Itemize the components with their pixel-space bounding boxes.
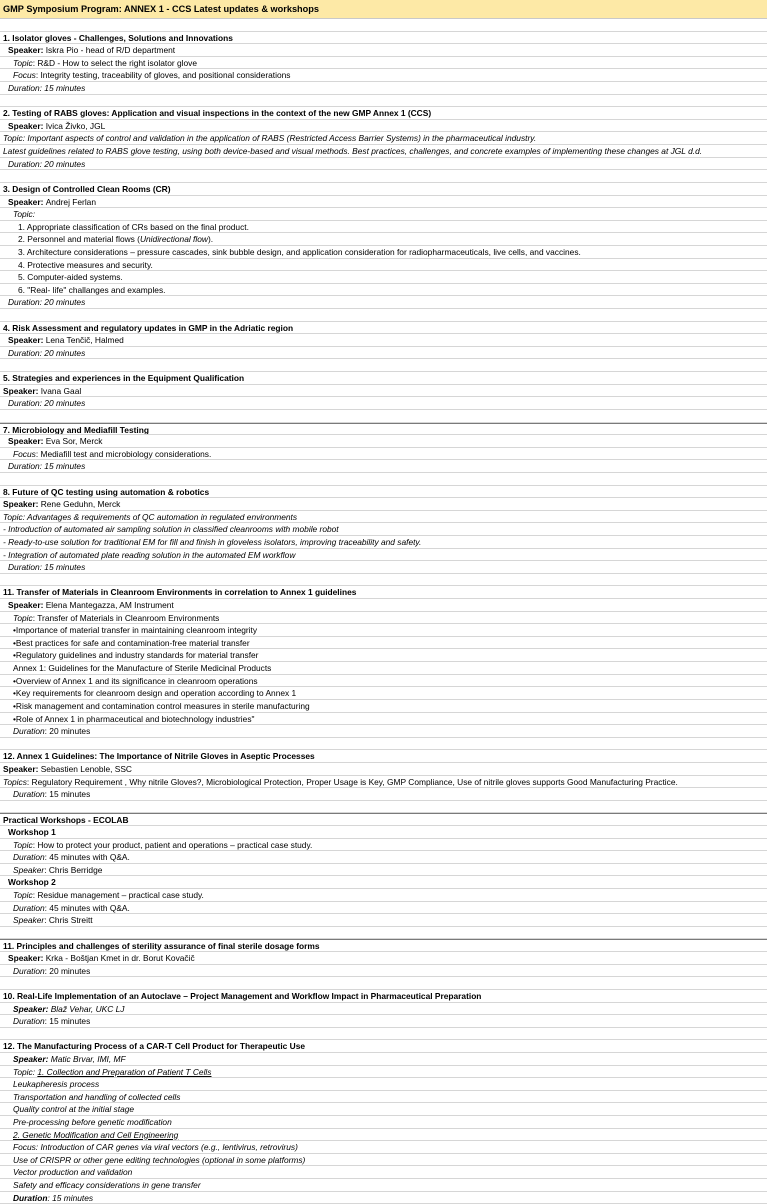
cell-text: Speaker: (3, 499, 41, 510)
cell-text: : 45 minutes with Q&A. (44, 902, 130, 913)
sheet-row[interactable] (0, 1154, 767, 1167)
cell-text: 11. Transfer of Materials in Cleanroom Environments in correlation to Annex 1 guidelines (3, 587, 357, 598)
sheet-row[interactable] (0, 196, 767, 209)
sheet-row[interactable] (0, 385, 767, 398)
cell-text: - Introduction of automated air sampling solution in classified cleanrooms with mobile robot (3, 524, 339, 535)
cell-text: Duration (13, 726, 45, 737)
sheet-row[interactable] (0, 460, 767, 473)
cell-text: Duration: 15 minutes (8, 83, 86, 94)
cell-text: Ivica Živko, JGL (45, 120, 106, 131)
cell-text: : How to protect your product, patient and operations – practical case study. (32, 839, 313, 850)
sheet-row[interactable] (0, 624, 767, 637)
cell-text: : 15 minutes (44, 789, 91, 800)
sheet-row[interactable] (0, 32, 767, 45)
cell-text: Annex 1: Guidelines for the Manufacture of Sterile Medicinal Products (13, 663, 272, 674)
cell-text: Matic Brvar, IMI, MF (50, 1053, 126, 1064)
sheet-row[interactable] (0, 864, 767, 877)
sheet-row[interactable] (0, 687, 767, 700)
cell-text: ). (207, 234, 214, 245)
cell-text: : 20 minutes (44, 965, 91, 976)
sheet-row[interactable] (0, 1066, 767, 1079)
cell-text: : 15 minutes (47, 1192, 94, 1203)
cell-text: : 20 minutes (44, 726, 91, 737)
sheet-row[interactable] (0, 233, 767, 246)
sheet-row[interactable] (0, 750, 767, 763)
sheet-row[interactable] (0, 1141, 767, 1154)
sheet-row[interactable] (0, 309, 767, 322)
cell-text: Duration (13, 852, 45, 863)
cell-text: •Importance of material transfer in maintaining cleanroom integrity (13, 625, 258, 636)
sheet-row[interactable] (0, 347, 767, 360)
cell-text: 3. Architecture considerations – pressure cascades, sink bubble design, and application consideration for radiopharmaceuticals, live cells, and vaccines. (18, 246, 581, 257)
cell-text: Duration (13, 1016, 45, 1027)
sheet-row[interactable] (0, 448, 767, 461)
cell-text: Duration (13, 965, 45, 976)
sheet-row[interactable] (0, 788, 767, 801)
sheet-row[interactable] (0, 296, 767, 309)
cell-text: : Regulatory Requirement , Why nitrile Gloves?, Microbiological Protection, Proper Usage is Key, GMP Compliance, Use of nitrile gloves supports Good Manufacturing Practice. (26, 776, 678, 787)
sheet-row[interactable] (0, 95, 767, 108)
sheet-row[interactable] (0, 801, 767, 814)
sheet-row[interactable] (0, 69, 767, 82)
cell-text: - Ready-to-use solution for traditional EM for fill and finish in gloveless isolators, improving traceability and safety. (3, 536, 422, 547)
sheet-row[interactable] (0, 486, 767, 499)
sheet-row[interactable] (0, 1091, 767, 1104)
cell-text: 6. "Real- life" challanges and examples. (18, 284, 166, 295)
cell-text: Workshop 2 (8, 877, 56, 888)
sheet-row[interactable] (0, 410, 767, 423)
cell-text: Lena Tenčič, Halmed (45, 335, 124, 346)
sheet-row[interactable] (0, 927, 767, 940)
cell-text: Duration: 20 minutes (8, 347, 86, 358)
sheet-row[interactable] (0, 120, 767, 133)
cell-text: Topic: Important aspects of control and validation in the application of RABS (Restricted Access Barrier Systems) in the pharmaceutical industry. (3, 133, 537, 144)
sheet-row[interactable] (0, 1053, 767, 1066)
sheet-row[interactable] (0, 914, 767, 927)
cell-text: Unidirectional flow (139, 234, 208, 245)
cell-text: Duration (13, 1192, 48, 1203)
cell-text: Sebastien Lenoble, SSC (40, 763, 132, 774)
sheet-row[interactable] (0, 700, 767, 713)
cell-text: Duration: 20 minutes (8, 297, 86, 308)
cell-text: : Transfer of Materials in Cleanroom Environments (32, 612, 220, 623)
sheet-row[interactable] (0, 1192, 767, 1204)
sheet-row[interactable] (0, 649, 767, 662)
cell-text: 8. Future of QC testing using automation & robotics (3, 486, 210, 497)
sheet-row[interactable] (0, 738, 767, 751)
sheet-row[interactable] (0, 498, 767, 511)
sheet-row[interactable] (0, 675, 767, 688)
sheet-row[interactable] (0, 57, 767, 70)
sheet-row[interactable] (0, 902, 767, 915)
sheet-row[interactable] (0, 246, 767, 259)
sheet-row[interactable] (0, 1116, 767, 1129)
cell-text: 2. Personnel and material flows ( (18, 234, 140, 245)
cell-text: 12. The Manufacturing Process of a CAR-T Cell Product for Therapeutic Use (3, 1041, 306, 1052)
cell-text: Focus: Introduction of CAR genes via viral vectors (e.g., lentivirus, retrovirus) (13, 1142, 298, 1153)
sheet-row[interactable] (0, 183, 767, 196)
cell-text: •Regulatory guidelines and industry standards for material transfer (13, 650, 259, 661)
cell-text: Quality control at the initial stage (13, 1104, 135, 1115)
cell-text: Krka - Boštjan Kmet in dr. Borut Kovačič (45, 953, 195, 964)
sheet-row[interactable] (0, 170, 767, 183)
cell-text: : Chris Streitt (44, 915, 93, 926)
cell-text: Latest guidelines related to RABS glove testing, using both device-based and visual methods. Best practices, challenges, and concrete examples of implementing these changes at JGL d.d. (3, 146, 703, 157)
sheet-row[interactable] (0, 107, 767, 120)
sheet-row[interactable] (0, 574, 767, 587)
sheet-row[interactable] (0, 208, 767, 221)
sheet-row[interactable] (0, 776, 767, 789)
cell-text: 1. Collection and Preparation of Patient T Cells (37, 1066, 212, 1077)
cell-text: Pre-processing before genetic modification (13, 1117, 172, 1128)
cell-text: Duration: 15 minutes (8, 461, 86, 472)
sheet-row[interactable] (0, 1015, 767, 1028)
sheet-row[interactable] (0, 271, 767, 284)
cell-text: Speaker: (13, 1053, 51, 1064)
sheet-row[interactable] (0, 599, 767, 612)
sheet-row[interactable] (0, 1129, 767, 1142)
sheet-row[interactable] (0, 1028, 767, 1041)
sheet-row[interactable] (0, 19, 767, 32)
cell-text: 5. Strategies and experiences in the Equipment Qualification (3, 373, 245, 384)
cell-text: : Residue management – practical case study. (32, 890, 204, 901)
cell-text: Andrej Ferlan (45, 196, 96, 207)
sheet-row[interactable] (0, 284, 767, 297)
cell-text: 4. Protective measures and security. (18, 259, 153, 270)
cell-text: 5. Computer-aided systems. (18, 272, 123, 283)
cell-text: Speaker: (8, 953, 46, 964)
cell-text: Speaker: (8, 45, 46, 56)
cell-text: : 45 minutes with Q&A. (44, 852, 130, 863)
cell-text: Leukapheresis process (13, 1079, 100, 1090)
sheet-row[interactable] (0, 334, 767, 347)
sheet-row[interactable] (0, 637, 767, 650)
sheet-row[interactable] (0, 1003, 767, 1016)
cell-text: - Integration of automated plate reading solution in the automated EM workflow (3, 549, 296, 560)
cell-text: 3. Design of Controlled Clean Rooms (CR) (3, 183, 171, 194)
sheet-row[interactable] (0, 1103, 767, 1116)
sheet-row[interactable] (0, 952, 767, 965)
cell-text: Focus (13, 448, 36, 459)
sheet-row[interactable] (0, 725, 767, 738)
sheet-row[interactable] (0, 473, 767, 486)
cell-text: Topic: (13, 1066, 38, 1077)
cell-text: Duration (13, 789, 45, 800)
cell-text: Use of CRISPR or other gene editing technologies (optional in some platforms) (13, 1154, 306, 1165)
sheet-row[interactable] (0, 965, 767, 978)
cell-text: 10. Real-Life Implementation of an Autoclave – Project Management and Workflow Impact in Pharmaceutical Preparation (3, 990, 482, 1001)
sheet-row[interactable] (0, 1179, 767, 1192)
cell-text: 4. Risk Assessment and regulatory updates in GMP in the Adriatic region (3, 322, 294, 333)
sheet-row[interactable] (0, 259, 767, 272)
cell-text: •Best practices for safe and contamination-free material transfer (13, 637, 250, 648)
sheet-row[interactable] (0, 662, 767, 675)
cell-text: 11. Principles and challenges of sterility assurance of final sterile dosage forms (3, 941, 320, 952)
sheet-row[interactable] (0, 612, 767, 625)
sheet-row[interactable] (0, 586, 767, 599)
sheet-row[interactable] (0, 221, 767, 234)
cell-text: Speaker: (3, 763, 41, 774)
cell-text: Topics (3, 776, 27, 787)
cell-text: Duration: 20 minutes (8, 158, 86, 169)
sheet-row[interactable] (0, 145, 767, 158)
sheet-row[interactable] (0, 1078, 767, 1091)
sheet-row[interactable] (0, 763, 767, 776)
sheet-row[interactable] (0, 1166, 767, 1179)
cell-text: 2. Genetic Modification and Cell Engineering (13, 1129, 179, 1140)
sheet-row[interactable] (0, 876, 767, 889)
cell-text: Blaž Vehar, UKC LJ (50, 1003, 125, 1014)
sheet-row[interactable] (0, 359, 767, 372)
sheet-row[interactable] (0, 939, 767, 952)
cell-text: Speaker: (8, 196, 46, 207)
cell-text: Speaker (13, 864, 45, 875)
cell-text: Topic (13, 839, 33, 850)
cell-text: : Integrity testing, traceability of gloves, and positional considerations (35, 70, 291, 81)
cell-text: Focus (13, 70, 36, 81)
sheet-row[interactable] (0, 523, 767, 536)
sheet-row[interactable] (0, 990, 767, 1003)
cell-text: : Mediafill test and microbiology considerations. (35, 448, 212, 459)
cell-text: Topic (13, 890, 33, 901)
sheet-row[interactable] (0, 549, 767, 562)
cell-text: Speaker: (3, 385, 41, 396)
sheet-row[interactable] (0, 536, 767, 549)
sheet-row[interactable] (0, 44, 767, 57)
sheet-row[interactable] (0, 158, 767, 171)
cell-text: •Overview of Annex 1 and its significance in cleanroom operations (13, 675, 258, 686)
cell-text: Iskra Pio - head of R/D department (45, 45, 176, 56)
cell-text: 12. Annex 1 Guidelines: The Importance of Nitrile Gloves in Aseptic Processes (3, 751, 315, 762)
cell-text: Vector production and validation (13, 1167, 133, 1178)
sheet-row[interactable] (0, 132, 767, 145)
cell-text: 1. Appropriate classification of CRs based on the final product. (18, 221, 249, 232)
sheet-row[interactable] (0, 839, 767, 852)
cell-text: : R&D - How to select the right isolator glove (32, 57, 198, 68)
cell-text: 7. Microbiology and Mediafill Testing (3, 424, 149, 435)
sheet-row[interactable] (0, 511, 767, 524)
cell-text: Speaker: (8, 335, 46, 346)
sheet-row[interactable] (0, 435, 767, 448)
sheet-row[interactable] (0, 851, 767, 864)
cell-text: Topic (13, 57, 33, 68)
cell-text: Speaker: (8, 436, 46, 447)
cell-text: : 15 minutes (44, 1016, 91, 1027)
cell-text: •Key requirements for cleanroom design and operation according to Annex 1 (13, 688, 297, 699)
cell-text: Ivana Gaal (40, 385, 82, 396)
cell-text: 1. Isolator gloves - Challenges, Solutions and Innovations (3, 32, 233, 43)
sheet-row[interactable] (0, 826, 767, 839)
sheet-row[interactable] (0, 561, 767, 574)
sheet-row[interactable] (0, 813, 767, 826)
cell-text: Speaker: (8, 600, 46, 611)
sheet-row[interactable] (0, 713, 767, 726)
cell-text: 2. Testing of RABS gloves: Application and visual inspections in the context of the new GMP Annex 1 (CCS) (3, 108, 432, 119)
cell-text: Practical Workshops - ECOLAB (3, 815, 129, 826)
cell-text: Rene Geduhn, Merck (40, 499, 121, 510)
program-rows (0, 19, 767, 1204)
sheet-row[interactable] (0, 977, 767, 990)
cell-text: Elena Mantegazza, AM Instrument (45, 600, 174, 611)
cell-text: Speaker: (8, 120, 46, 131)
sheet-row[interactable] (0, 889, 767, 902)
sheet-row[interactable] (0, 322, 767, 335)
cell-text: •Role of Annex 1 in pharmaceutical and biotechnology industries" (13, 713, 255, 724)
sheet-row[interactable] (0, 397, 767, 410)
cell-text: Speaker: (13, 1003, 51, 1014)
cell-text: Speaker (13, 915, 45, 926)
sheet-row[interactable] (0, 423, 767, 436)
sheet-row[interactable] (0, 372, 767, 385)
cell-text: Duration (13, 902, 45, 913)
sheet-title: GMP Symposium Program: ANNEX 1 - CCS Latest updates & workshops (0, 0, 767, 19)
cell-text: Safety and efficacy considerations in gene transfer (13, 1180, 201, 1191)
cell-text: Topic: (13, 209, 36, 220)
cell-text: Duration: 20 minutes (8, 398, 86, 409)
cell-text: Workshop 1 (8, 827, 56, 837)
cell-text: Topic (13, 612, 33, 623)
sheet-row[interactable] (0, 1040, 767, 1053)
cell-text: : Chris Berridge (44, 864, 103, 875)
cell-text: Transportation and handling of collected cells (13, 1091, 181, 1102)
cell-text: Duration: 15 minutes (8, 562, 86, 573)
sheet-row[interactable] (0, 82, 767, 95)
cell-text: Eva Sor, Merck (45, 436, 103, 447)
cell-text: Topic: Advantages & requirements of QC automation in regulated environments (3, 511, 298, 522)
cell-text: •Risk management and contamination control measures in sterile manufacturing (13, 700, 310, 711)
